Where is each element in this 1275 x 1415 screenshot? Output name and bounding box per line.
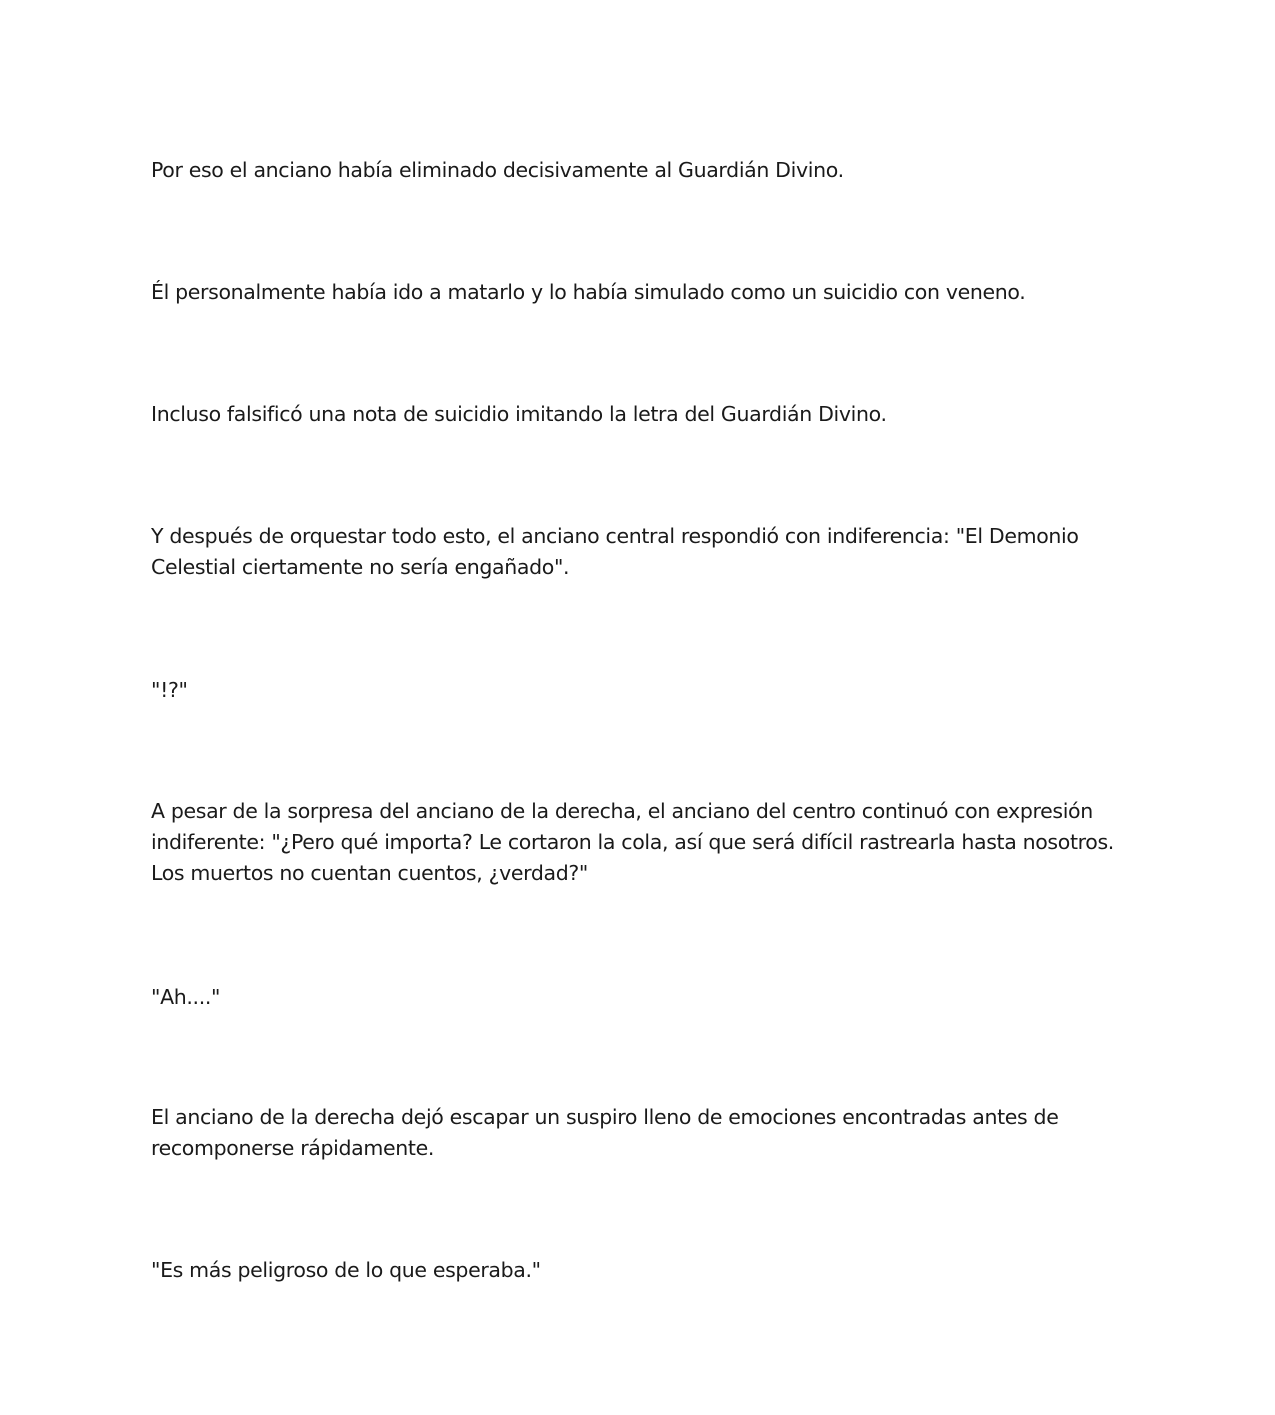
paragraph: "!?" (151, 678, 188, 702)
paragraph: "Es más peligroso de lo que esperaba." (151, 1258, 541, 1282)
paragraph: Él personalmente había ido a matarlo y lo había simulado como un suicidio con veneno. (151, 280, 1026, 304)
paragraph: Y después de orquestar todo esto, el anciano central respondió con indiferencia: "El Demonio Celestial ciertamente no sería engañado". (151, 524, 1079, 579)
paragraph: "Ah...." (151, 985, 221, 1009)
paragraph: A pesar de la sorpresa del anciano de la derecha, el anciano del centro continuó con expresión indiferente: "¿Pero qué importa? Le cortaron la cola, así que será difícil rastrearla hasta nosotros. Los muertos no cuentan cuentos, ¿verdad?" (151, 799, 1114, 885)
paragraph: Por eso el anciano había eliminado decisivamente al Guardián Divino. (151, 158, 844, 182)
paragraph: Incluso falsificó una nota de suicidio imitando la letra del Guardián Divino. (151, 402, 887, 426)
paragraph: El anciano de la derecha dejó escapar un suspiro lleno de emociones encontradas antes de recomponerse rápidamente. (151, 1105, 1059, 1160)
